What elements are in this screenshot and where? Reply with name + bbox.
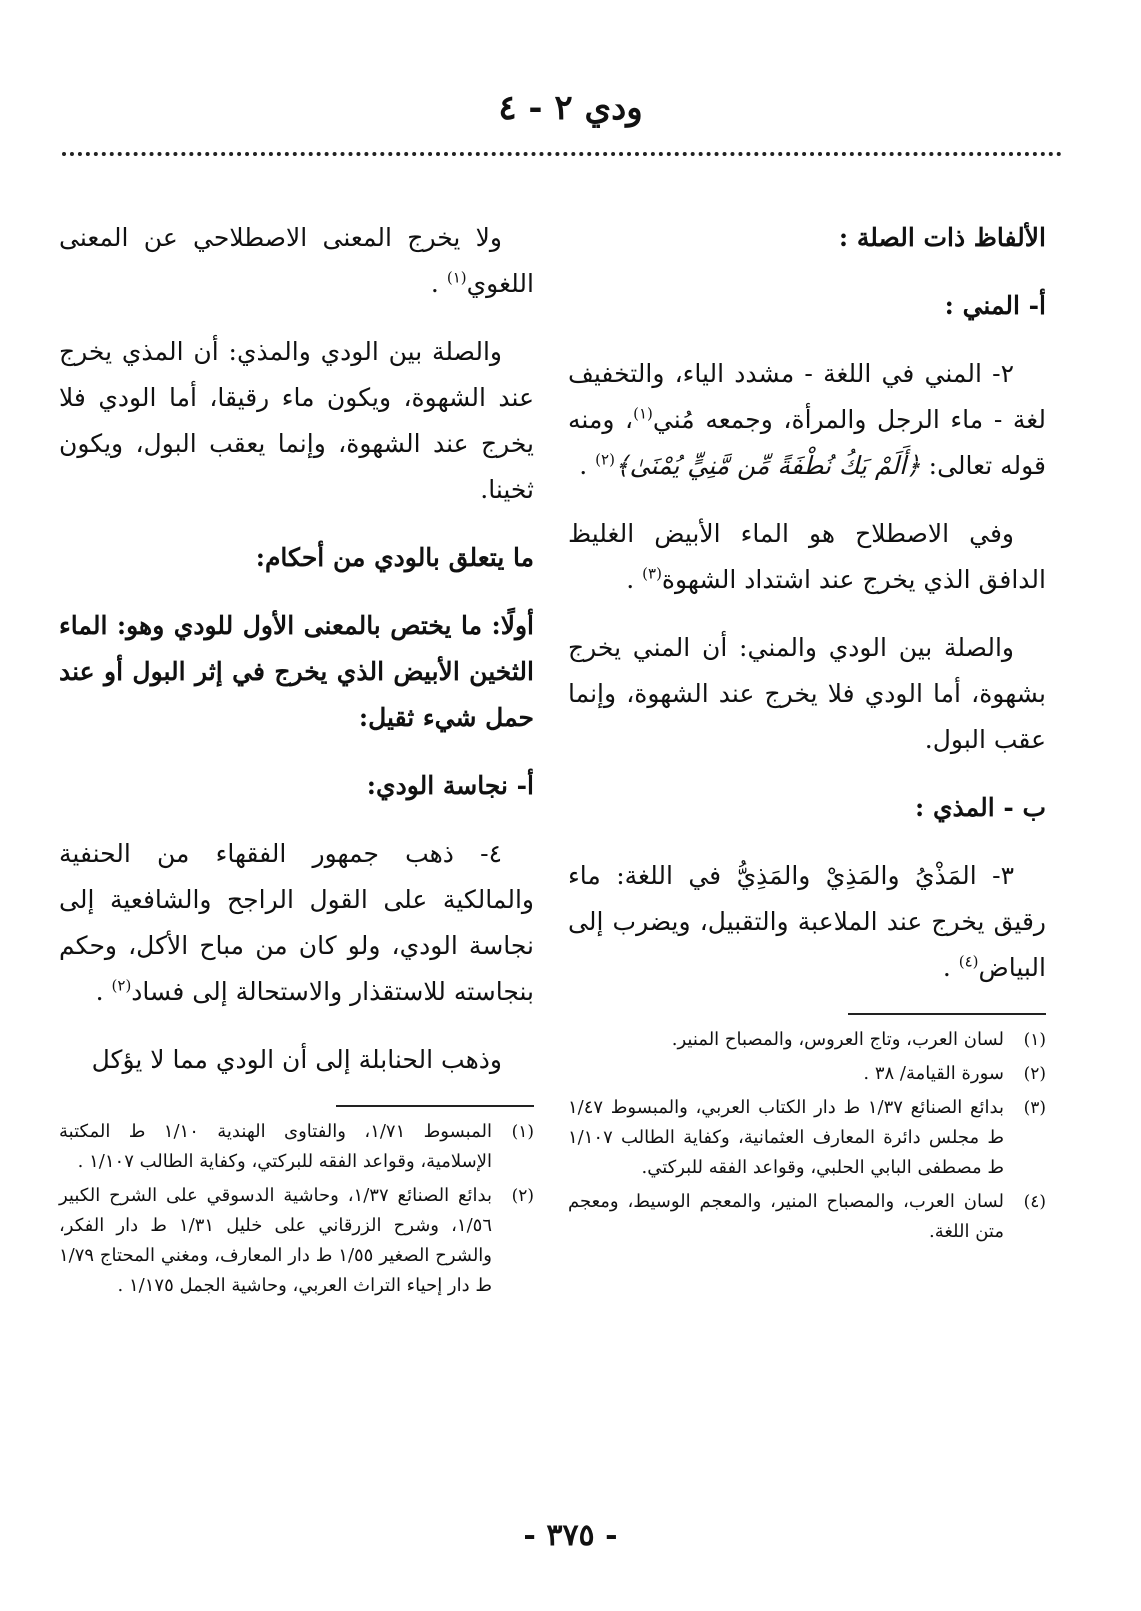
footnote-item	[568, 1093, 1046, 1183]
page-number: - ٣٧٥ -	[523, 1518, 618, 1553]
footnote-item	[568, 1059, 1046, 1089]
paragraph-istilah-text: وفي الاصطلاح هو الماء الأبيض الغليظ الدافق الذي يخرج عند اشتداد الشهوة	[568, 519, 1046, 594]
footnote-text: بدائع الصنائع ١/٣٧، وحاشية الدسوقي على الشرح الكبير ١/٥٦، وشرح الزرقاني على خليل ١/٣١ ط دار الفكر، والشرح الصغير ١/٥٥ ط دار المعارف، ومغني المحتاج ١/٧٩ ط دار إحياء التراث العربي، وحاشية الجمل ١/١٧٥ .	[59, 1185, 493, 1296]
footnote-ref: (١)	[633, 404, 653, 423]
footnote-item	[59, 1117, 534, 1177]
heading-ahkam: ما يتعلق بالودي من أحكام:	[255, 543, 534, 572]
paragraph-lughawi-text: ولا يخرج المعنى الاصطلاحي عن المعنى اللغوي	[59, 223, 534, 298]
paragraph-hanabila: وذهب الحنابلة إلى أن الودي مما لا يؤكل	[91, 1045, 502, 1074]
paragraph-2-text: ٢- المني في اللغة - مشدد الياء، والتخفيف لغة - ماء الرجل والمرأة، وجمعه مُني	[568, 359, 1046, 434]
running-title: ودي ٢ - ٤	[498, 88, 643, 128]
subheading-madhi: ب - المذي :	[915, 793, 1046, 822]
footnote-item	[568, 1025, 1046, 1055]
left-column	[59, 215, 534, 1305]
footnote-ref: (٣)	[642, 564, 662, 583]
footnote-number: (٢)	[511, 1186, 534, 1206]
footnote-rule	[336, 1105, 534, 1107]
subheading-najasa: أ- نجاسة الودي:	[366, 771, 534, 800]
paragraph-sila-mani: والصلة بين الودي والمني: أن المني يخرج بشهوة، أما الودي فلا يخرج عند الشهوة، وإنما عقب البول.	[568, 633, 1046, 754]
right-column	[568, 215, 1046, 1251]
paragraph-2: ٢- المني في اللغة - مشدد الياء، والتخفيف لغة - ماء الرجل والمرأة، وجمعه مُني$^{(١)}$، ومنه قوله تعالى: ﴿أَلَمْ يَكُ نُطْفَةً مِّن مَّنِيٍّ يُمْنَىٰ﴾$^{(٢)}$ .	[568, 359, 1046, 480]
footnote-text: لسان العرب، وتاج العروس، والمصباح المنير.	[671, 1029, 1004, 1050]
footnote-item	[568, 1187, 1046, 1247]
paragraph-3-text: ٣- المَذْيُ والمَذِيْ والمَذِيُّ في اللغة: ماء رقيق يخرج عند الملاعبة والتقبيل، ويضرب إلى البياض	[568, 861, 1046, 982]
footnote-item	[59, 1181, 534, 1301]
paragraph-4-text: ٤- ذهب جمهور الفقهاء من الحنفية والمالكية على القول الراجح والشافعية إلى نجاسة الودي، ولو كان من مباح الأكل، وحكم بنجاسته للاستقذار والاستحالة إلى فساد	[59, 839, 534, 1006]
footnote-text: سورة القيامة/ ٣٨ .	[863, 1063, 1004, 1084]
footnote-text: لسان العرب، والمصباح المنير، والمعجم الوسيط، ومعجم متن اللغة.	[568, 1191, 1004, 1242]
paragraph-istilah: وفي الاصطلاح هو الماء الأبيض الغليظ الدافق الذي يخرج عند اشتداد الشهوة$^{(٣)}$ .	[568, 519, 1046, 594]
footnote-text: المبسوط ١/٧١، والفتاوى الهندية ١/١٠ ط المكتبة الإسلامية، وقواعد الفقه للبركتي، وكفاية الطالب ١/١٠٧ .	[59, 1121, 492, 1172]
footnotes-left	[59, 1117, 534, 1301]
paragraph-sila-madhi: والصلة بين الودي والمذي: أن المذي يخرج عند الشهوة، ويكون ماء رقيقا، أما الودي فلا يخرج عند الشهوة، وإنما يعقب البول، ويكون ثخينا.	[59, 337, 534, 504]
footnote-number: (٢)	[1023, 1064, 1046, 1084]
footnotes-right	[568, 1025, 1046, 1247]
footnote-number: (١)	[1023, 1030, 1046, 1050]
footnote-number: (٣)	[1023, 1098, 1046, 1118]
paragraph-3: ٣- المَذْيُ والمَذِيْ والمَذِيُّ في اللغة: ماء رقيق يخرج عند الملاعبة والتقبيل، ويضرب إلى البياض$^{(٤)}$ .	[568, 861, 1046, 982]
footnote-text: بدائع الصنائع ١/٣٧ ط دار الكتاب العربي، والمبسوط ١/٤٧ ط مجلس دائرة المعارف العثمانية، وكفاية الطالب ١/١٠٧ ط مصطفى البابي الحلبي، وقواعد الفقه للبركتي.	[568, 1097, 1005, 1178]
footnote-rule	[848, 1013, 1046, 1015]
footnote-ref: (١)	[446, 268, 467, 287]
quran-verse: ﴿أَلَمْ يَكُ نُطْفَةً مِّن مَّنِيٍّ يُمْنَىٰ﴾	[614, 451, 921, 480]
paragraph-2-cont: ، ومنه قوله تعالى:	[568, 405, 1046, 480]
footnote-number: (١)	[511, 1122, 534, 1142]
heading-first-meaning: أولًا: ما يختص بالمعنى الأول للودي وهو: الماء الثخين الأبيض الذي يخرج في إثر البول أو عند حمل شيء ثقيل:	[59, 611, 534, 732]
footnote-ref: (٢)	[595, 450, 615, 469]
footnote-ref: (٤)	[958, 952, 979, 971]
subheading-mani: أ- المني :	[944, 291, 1046, 320]
paragraph-lughawi: ولا يخرج المعنى الاصطلاحي عن المعنى اللغوي$^{(١)}$ .	[59, 223, 534, 298]
footnote-number: (٤)	[1023, 1192, 1046, 1212]
paragraph-4: ٤- ذهب جمهور الفقهاء من الحنفية والمالكية على القول الراجح والشافعية إلى نجاسة الودي، ولو كان من مباح الأكل، وحكم بنجاسته للاستقذار والاستحالة إلى فساد$^{(٢)}$ .	[59, 839, 534, 1006]
heading-related-terms: الألفاظ ذات الصلة :	[838, 223, 1046, 252]
header-dotted-rule	[62, 152, 1062, 156]
footnote-ref: (٢)	[111, 976, 132, 995]
